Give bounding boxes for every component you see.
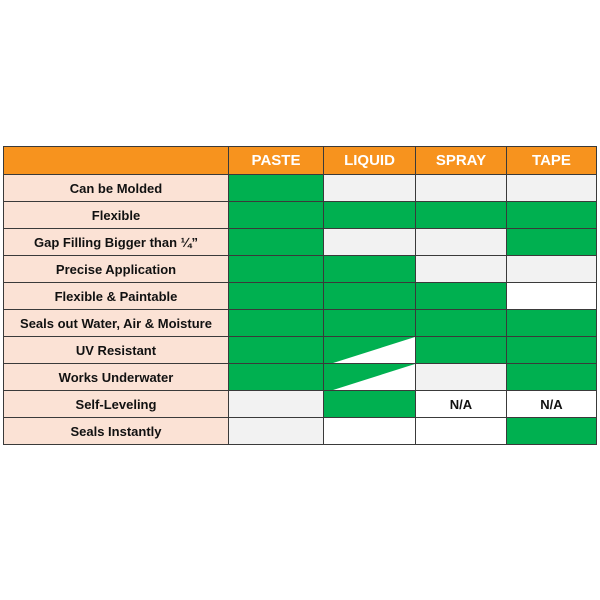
cell-spray-no bbox=[416, 229, 507, 256]
cell-paste-yes bbox=[229, 364, 324, 391]
table-row bbox=[4, 283, 597, 310]
partial-fill-mark bbox=[324, 364, 415, 390]
row-label: Gap Filling Bigger than ¼” bbox=[4, 229, 229, 256]
cell-spray-no bbox=[416, 175, 507, 202]
cell-spray-yes bbox=[416, 202, 507, 229]
corner-header-cell bbox=[4, 147, 229, 175]
cell-liquid-yes bbox=[324, 202, 416, 229]
cell-spray-yes bbox=[416, 310, 507, 337]
row-label: Seals out Water, Air & Moisture bbox=[4, 310, 229, 337]
table-body bbox=[4, 175, 597, 445]
row-label: UV Resistant bbox=[4, 337, 229, 364]
table-row bbox=[4, 256, 597, 283]
cell-spray-blank bbox=[416, 418, 507, 445]
cell-spray-no bbox=[416, 364, 507, 391]
cell-tape-yes bbox=[507, 337, 597, 364]
table-row bbox=[4, 364, 597, 391]
table-row bbox=[4, 418, 597, 445]
header-row bbox=[4, 147, 597, 175]
cell-tape-yes bbox=[507, 418, 597, 445]
cell-tape-yes bbox=[507, 202, 597, 229]
cell-paste-yes bbox=[229, 310, 324, 337]
cell-tape-no bbox=[507, 256, 597, 283]
row-label: Works Underwater bbox=[4, 364, 229, 391]
cell-spray-no bbox=[416, 256, 507, 283]
cell-paste-yes bbox=[229, 283, 324, 310]
cell-tape-yes bbox=[507, 310, 597, 337]
row-label: Precise Application bbox=[4, 256, 229, 283]
cell-spray-na: N/A bbox=[416, 391, 507, 418]
cell-spray-yes bbox=[416, 283, 507, 310]
cell-paste-yes bbox=[229, 256, 324, 283]
row-label: Seals Instantly bbox=[4, 418, 229, 445]
table-row bbox=[4, 202, 597, 229]
column-header-tape: TAPE bbox=[507, 147, 597, 175]
table-row bbox=[4, 229, 597, 256]
partial-white-wedge bbox=[333, 364, 415, 390]
cell-liquid-yes bbox=[324, 283, 416, 310]
row-label: Can be Molded bbox=[4, 175, 229, 202]
comparison-table bbox=[3, 146, 597, 445]
column-header-liquid: LIQUID bbox=[324, 147, 416, 175]
cell-paste-no bbox=[229, 418, 324, 445]
cell-liquid-partial bbox=[324, 337, 416, 364]
cell-liquid-blank bbox=[324, 418, 416, 445]
cell-liquid-yes bbox=[324, 391, 416, 418]
cell-paste-yes bbox=[229, 202, 324, 229]
cell-paste-yes bbox=[229, 337, 324, 364]
cell-liquid-no bbox=[324, 175, 416, 202]
table-row bbox=[4, 310, 597, 337]
cell-tape-na: N/A bbox=[507, 391, 597, 418]
cell-tape-blank bbox=[507, 283, 597, 310]
cell-liquid-partial bbox=[324, 364, 416, 391]
cell-paste-no bbox=[229, 391, 324, 418]
cell-tape-no bbox=[507, 175, 597, 202]
cell-liquid-yes bbox=[324, 256, 416, 283]
cell-tape-yes bbox=[507, 364, 597, 391]
partial-fill-mark bbox=[324, 337, 415, 363]
table-row bbox=[4, 391, 597, 418]
cell-liquid-no bbox=[324, 229, 416, 256]
cell-paste-yes bbox=[229, 175, 324, 202]
table-row bbox=[4, 175, 597, 202]
cell-paste-yes bbox=[229, 229, 324, 256]
row-label: Self-Leveling bbox=[4, 391, 229, 418]
table-row bbox=[4, 337, 597, 364]
cell-tape-yes bbox=[507, 229, 597, 256]
cell-spray-yes bbox=[416, 337, 507, 364]
cell-liquid-yes bbox=[324, 310, 416, 337]
column-header-paste: PASTE bbox=[229, 147, 324, 175]
partial-white-wedge bbox=[333, 337, 415, 363]
column-header-spray: SPRAY bbox=[416, 147, 507, 175]
row-label: Flexible & Paintable bbox=[4, 283, 229, 310]
row-label: Flexible bbox=[4, 202, 229, 229]
